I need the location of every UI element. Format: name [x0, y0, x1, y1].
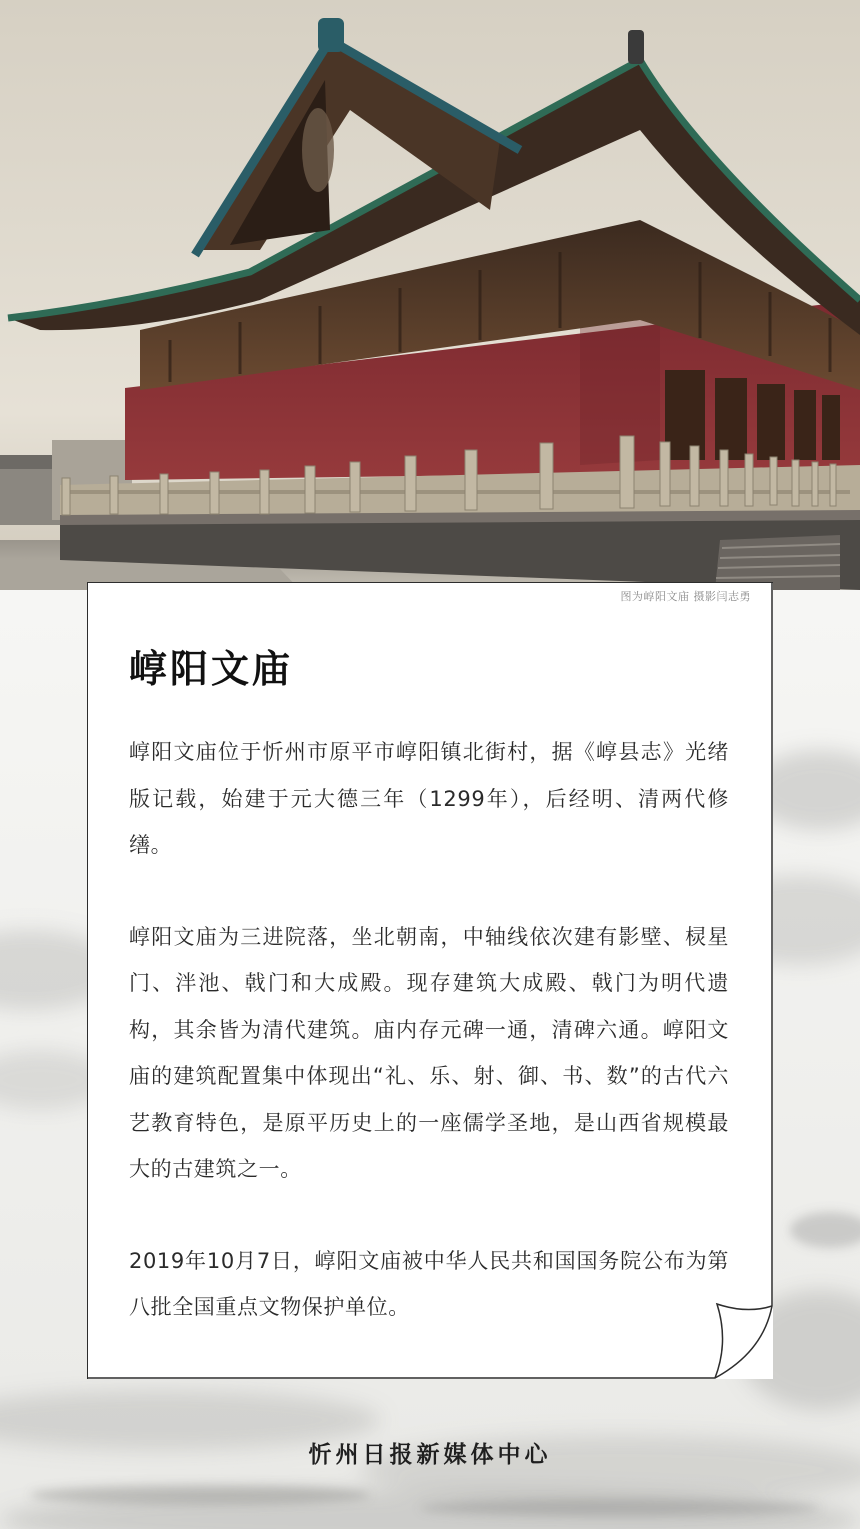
photo-credit: 图为崞阳文庙 摄影闫志勇: [620, 590, 751, 603]
article-card: [87, 582, 773, 1379]
paragraph: 崞阳文庙位于忻州市原平市崞阳镇北街村，据《崞县志》光绪版记载，始建于元大德三年（1299年），后经明、清两代修缮。: [129, 740, 729, 857]
article-body: [129, 729, 729, 1376]
temple-illustration: [0, 0, 860, 590]
paragraph: 2019年10月7日，崞阳文庙被中华人民共和国国务院公布为第八批全国重点文物保护单位。: [129, 1248, 729, 1319]
publisher-name: 忻州日报新媒体中心: [308, 1442, 552, 1468]
temple-photo: [0, 0, 860, 590]
article-title: 崞阳文庙: [129, 647, 294, 691]
paragraph: 崞阳文庙为三进院落，坐北朝南，中轴线依次建有影壁、棂星门、泮池、戟门和大成殿。现存建筑大成殿、戟门为明代遗构，其余皆为清代建筑。庙内存元碑一通，清碑六通。崞阳文庙的建筑配置集中体现出“礼、乐、射、御、书、数”的古代六艺教育特色，是原平历史上的一座儒学圣地，是山西省规模最大的古建筑之一。: [129, 924, 729, 1181]
